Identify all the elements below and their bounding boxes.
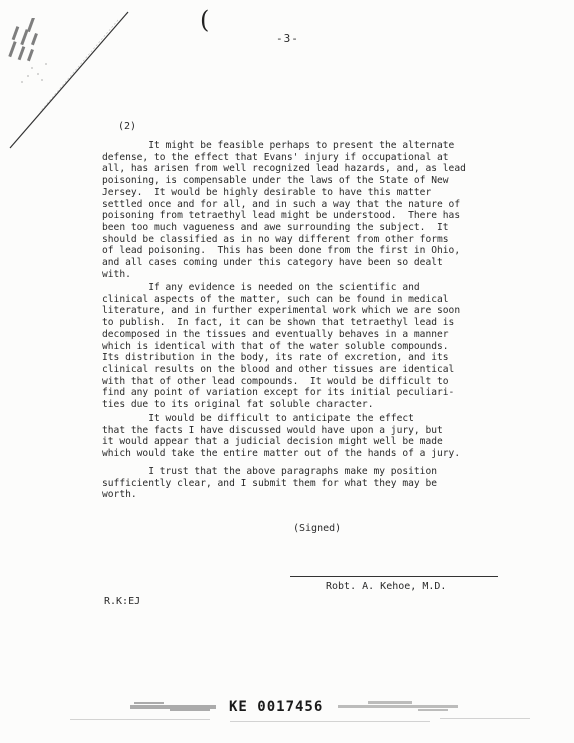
margin-handwriting-mark [2, 18, 64, 88]
bottom-scan-noise [0, 716, 574, 726]
bates-number: KE 0017456 [229, 699, 324, 715]
paragraph-jury: It would be difficult to anticipate the effect that the facts I have discussed would have upon a jury, but it would appear that a judicial decision might well be made which would take the entire matter out of the hands of a jury. [102, 413, 461, 460]
paragraph-alternate-defense: It might be feasible perhaps to present the alternate defense, to the effect that Evans' injury if occupational at all, has arisen from well recognized lead hazards, and, as lead poisoning, is compensable under the laws of the State of New Jersey. It would be highly desirable to have this matter settled once and for all, and in such a way that the nature of poisoning from tetraethyl lead might be understood. There has been too much vagueness and awe surrounding the subject. It should be classified as in no way different from other forms of lead poisoning. This has been done from the first in Ohio, and all cases coming under this category have been so dealt with. [102, 140, 466, 280]
signature-line [290, 576, 498, 577]
typist-initials: R.K:EJ [104, 596, 141, 607]
stamp-smudge-left [130, 700, 218, 714]
signed-note: (Signed) [293, 523, 342, 534]
signatory-name: Robt. A. Kehoe, M.D. [326, 581, 447, 592]
section-label: (2) [118, 121, 137, 132]
stamp-smudge-right [338, 698, 462, 714]
paragraph-closing: I trust that the above paragraphs make my position sufficiently clear, and I submit them for what they may be worth. [102, 466, 438, 501]
handwritten-paren-mark: ( [200, 6, 210, 34]
paragraph-scientific-evidence: If any evidence is needed on the scientific and clinical aspects of the matter, such can be found in medical literature, and in further experimental work which we are soon to publish. In fact, it can be shown that tetraethyl lead is decomposed in the tissues and eventually behaves in a manner which is identical with that of the water soluble compounds. Its distribution in the body, its rate of excretion, and its clinical results on the blood and other tissues are identical with that of other lead compounds. It would be difficult to find any point of variation except for its initial peculiari- ties due to its original fat soluble character. [102, 282, 461, 411]
page-number: -3- [276, 32, 299, 45]
